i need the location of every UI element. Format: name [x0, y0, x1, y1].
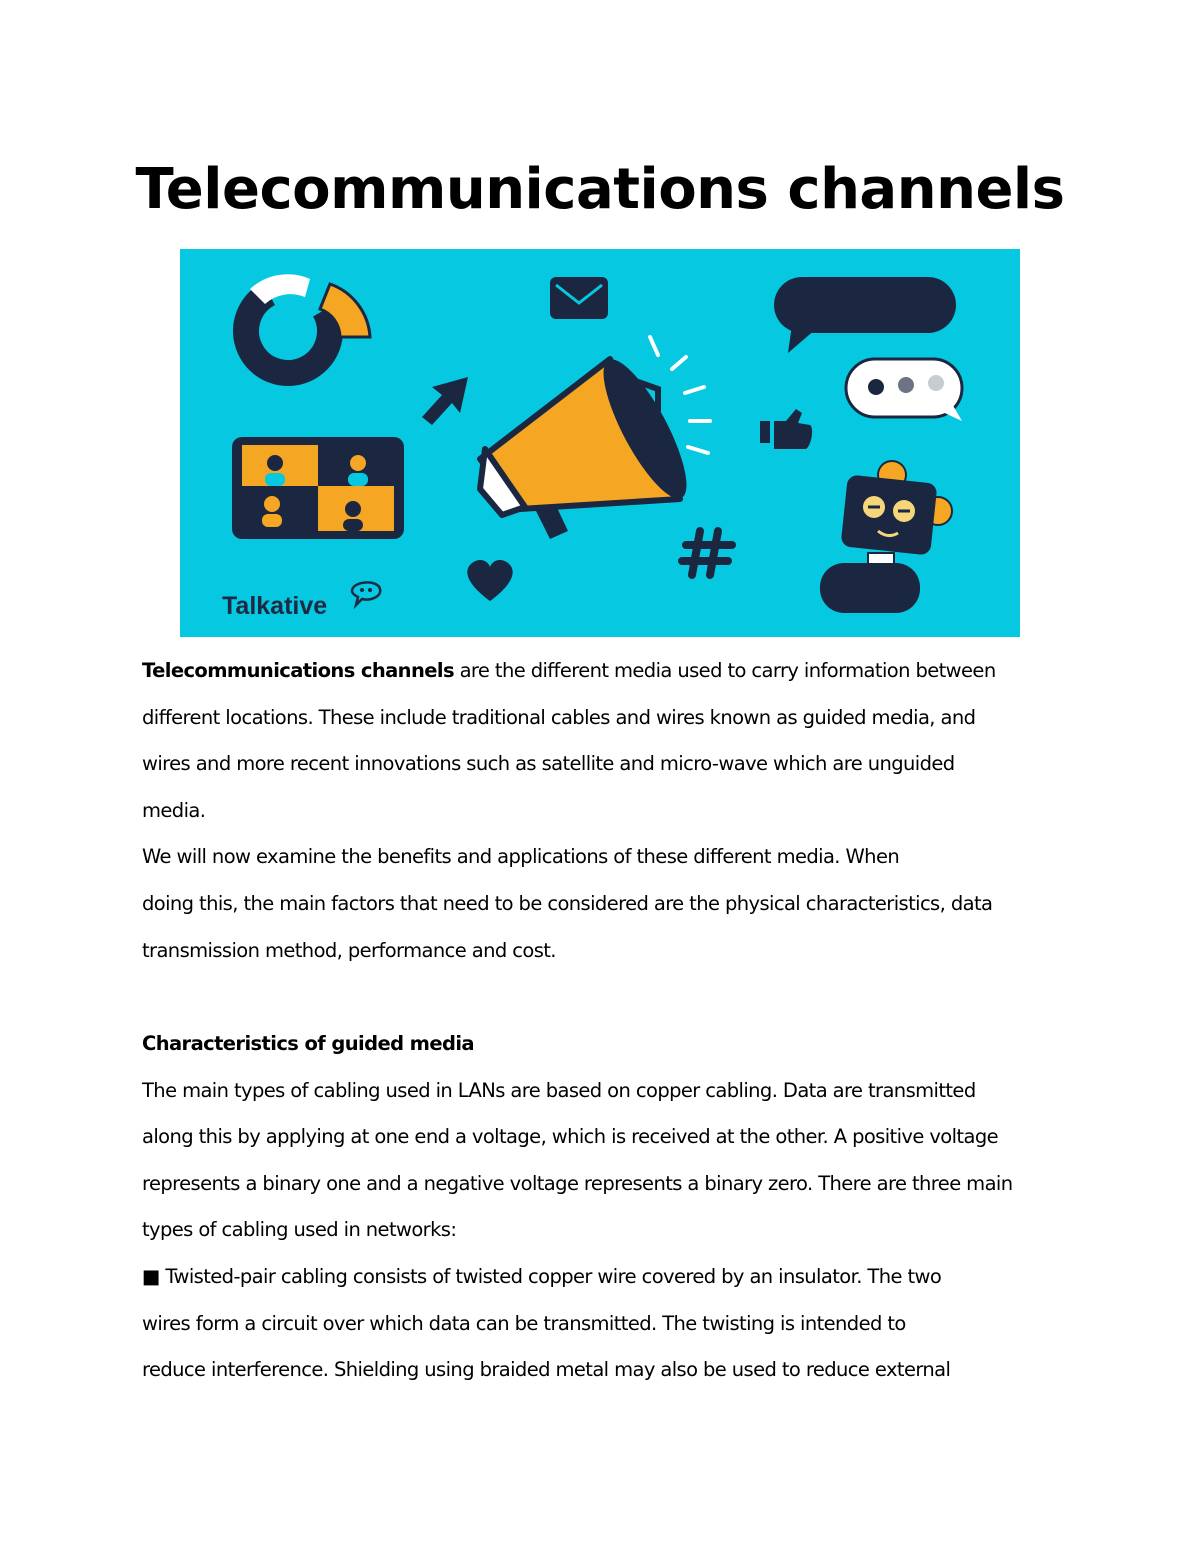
video-call-icon	[232, 437, 404, 539]
section-line-4: types of cabling used in networks:	[142, 1218, 457, 1242]
intro-paragraph	[142, 648, 1042, 974]
hashtag-icon	[682, 531, 732, 575]
text-line	[142, 648, 1042, 695]
talkative-logo	[222, 582, 380, 620]
megaphone-icon	[480, 337, 710, 539]
thumbs-up-icon	[760, 409, 812, 449]
section-line-1: The main types of cabling used in LANs are based on copper cabling. Data are transmitted	[142, 1078, 976, 1102]
section-heading: Characteristics of guided media	[142, 1032, 474, 1055]
intro-term: Telecommunications channels	[142, 659, 454, 682]
intro-line-3: wires and more recent innovations such as satellite and micro-wave which are unguided	[142, 752, 955, 776]
intro-line-7: transmission method, performance and cost.	[142, 938, 556, 962]
intro-line-6: doing this, the main factors that need to be considered are the physical characteristics, data	[142, 891, 993, 915]
page-title: Telecommunications channels	[135, 157, 1065, 222]
section-line-2: along this by applying at one end a voltage, which is received at the other. A positive voltage	[142, 1125, 999, 1149]
speech-bubble-icon	[774, 277, 956, 353]
intro-line-2: different locations. These include traditional cables and wires known as guided media, and	[142, 705, 976, 729]
guided-media-section	[142, 1021, 1042, 1394]
intro-line-1-rest: are the different media used to carry information between	[453, 659, 996, 682]
envelope-icon	[550, 277, 608, 319]
svg-text:Talkative: Talkative	[222, 592, 328, 620]
chat-bubble-icon	[846, 359, 962, 421]
cursor-arrow-icon	[422, 377, 468, 425]
intro-line-5: We will now examine the benefits and applications of these different media. When	[142, 845, 900, 869]
donut-chart-icon	[231, 274, 370, 389]
section-line-7: reduce interference. Shielding using braided metal may also be used to reduce external	[142, 1358, 951, 1382]
banner-illustration	[180, 249, 1020, 637]
section-line-5: ■ Twisted-pair cabling consists of twisted copper wire covered by an insulator. The two	[142, 1264, 942, 1288]
section-line-6: wires form a circuit over which data can be transmitted. The twisting is intended to	[142, 1311, 906, 1335]
intro-line-4: media.	[142, 798, 206, 822]
heart-icon	[467, 560, 512, 601]
robot-icon	[820, 461, 952, 613]
section-line-3: represents a binary one and a negative voltage represents a binary zero. There are three main	[142, 1171, 1013, 1195]
